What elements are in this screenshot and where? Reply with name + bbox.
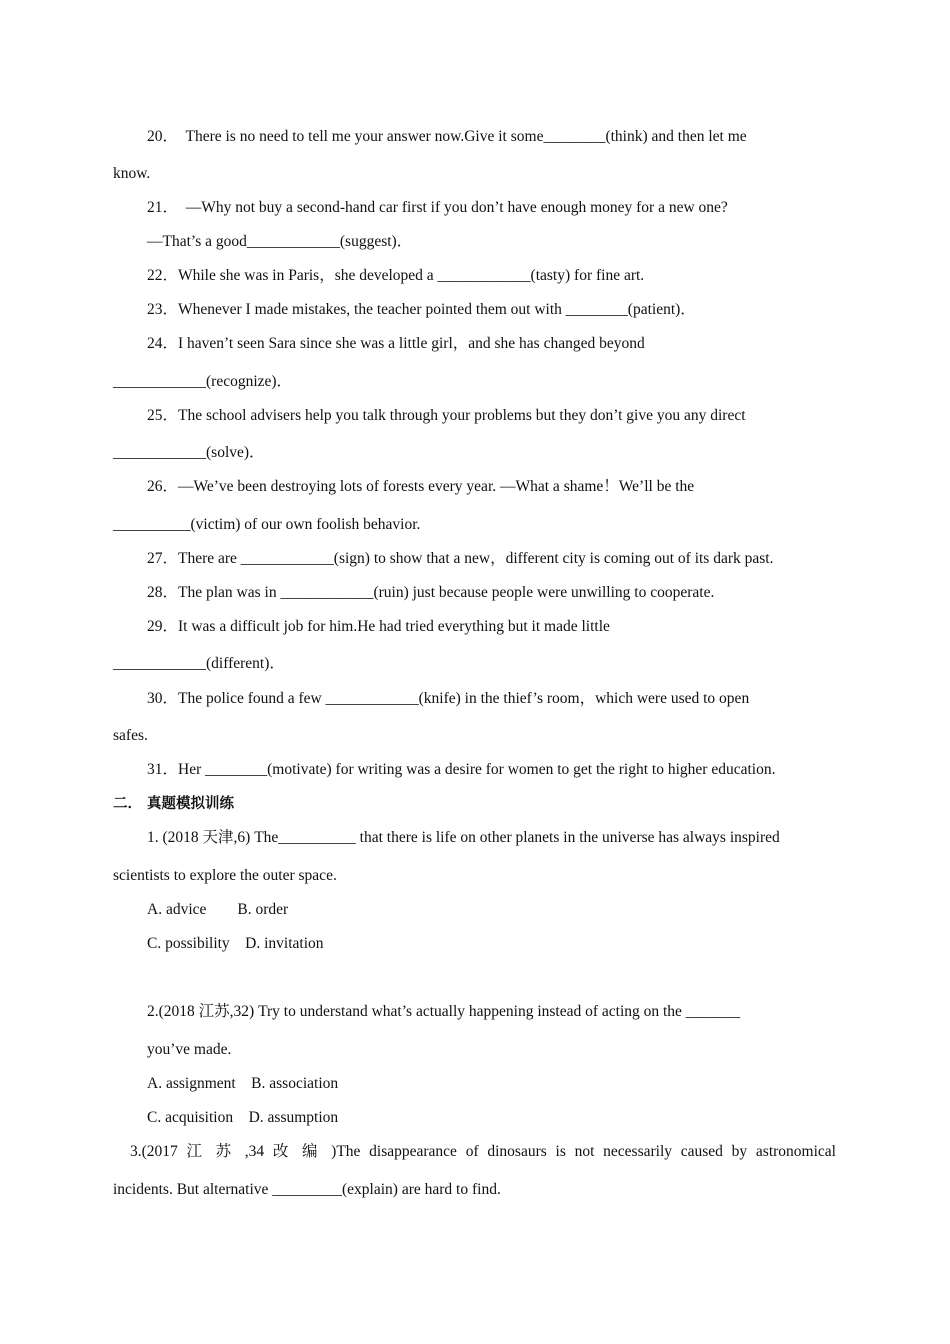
- exercise1-line1: 1. (2018 天津,6) The__________ that there is life on other planets in the universe has always inspired: [147, 829, 780, 846]
- q27-line: 27．There are ____________(sign) to show that a new，different city is coming out of its dark past.: [147, 550, 774, 567]
- exercise1-options-cd: C. possibility D. invitation: [147, 935, 324, 952]
- q25-line1: 25．The school advisers help you talk through your problems but they don’t give you any direct: [147, 407, 746, 424]
- q26-line1: 26．—We’ve been destroying lots of forests every year. —What a shame！We’ll be the: [147, 478, 695, 495]
- exercise1-options-ab: A. advice B. order: [147, 901, 289, 918]
- exercise2-line1: 2.(2018 江苏,32) Try to understand what’s actually happening instead of acting on the _______: [147, 1003, 741, 1020]
- exercise3-line2: incidents. But alternative _________(explain) are hard to find.: [113, 1181, 501, 1198]
- q20-line1: 20． There is no need to tell me your answer now.Give it some________(think) and then let me: [147, 128, 747, 145]
- q20-line2: know.: [113, 165, 151, 182]
- q24-line2: ____________(recognize)．: [113, 373, 293, 390]
- q21-line2: —That’s a good____________(suggest)．: [147, 233, 413, 250]
- q29-line1: 29．It was a difficult job for him.He had tried everything but it made little: [147, 618, 610, 635]
- q24-line1: 24．I haven’t seen Sara since she was a little girl，and she has changed beyond: [147, 335, 645, 352]
- q29-line2: ____________(different)．: [113, 655, 285, 672]
- q23-line: 23．Whenever I made mistakes, the teacher pointed them out with ________(patient)．: [147, 301, 696, 318]
- exercise2-options-cd: C. acquisition D. assumption: [147, 1109, 339, 1126]
- q25-line2: ____________(solve)．: [113, 444, 265, 461]
- q28-line: 28．The plan was in ____________(ruin) just because people were unwilling to cooperate.: [147, 584, 715, 601]
- exercise2-line2: you’ve made.: [147, 1041, 232, 1058]
- exercise2-options-ab: A. assignment B. association: [147, 1075, 339, 1092]
- q26-line2: __________(victim) of our own foolish behavior.: [113, 516, 421, 533]
- q31-line: 31．Her ________(motivate) for writing was a desire for women to get the right to higher education.: [147, 761, 776, 778]
- q21-line1: 21． —Why not buy a second-hand car first if you don’t have enough money for a new one?: [147, 199, 728, 216]
- q30-line2: safes.: [113, 727, 148, 744]
- q22-line: 22．While she was in Paris，she developed a ____________(tasty) for fine art.: [147, 267, 645, 284]
- q30-line1: 30．The police found a few ____________(knife) in the thief’s room，which were used to open: [147, 690, 750, 707]
- exercise3-line1: 3.(2017 江 苏 ,34 改 编 )The disappearance of dinosaurs is not necessarily caused by astronomical: [130, 1143, 836, 1160]
- section-heading: 二． 真题模拟训练: [113, 796, 235, 812]
- exercise1-line2: scientists to explore the outer space.: [113, 867, 337, 884]
